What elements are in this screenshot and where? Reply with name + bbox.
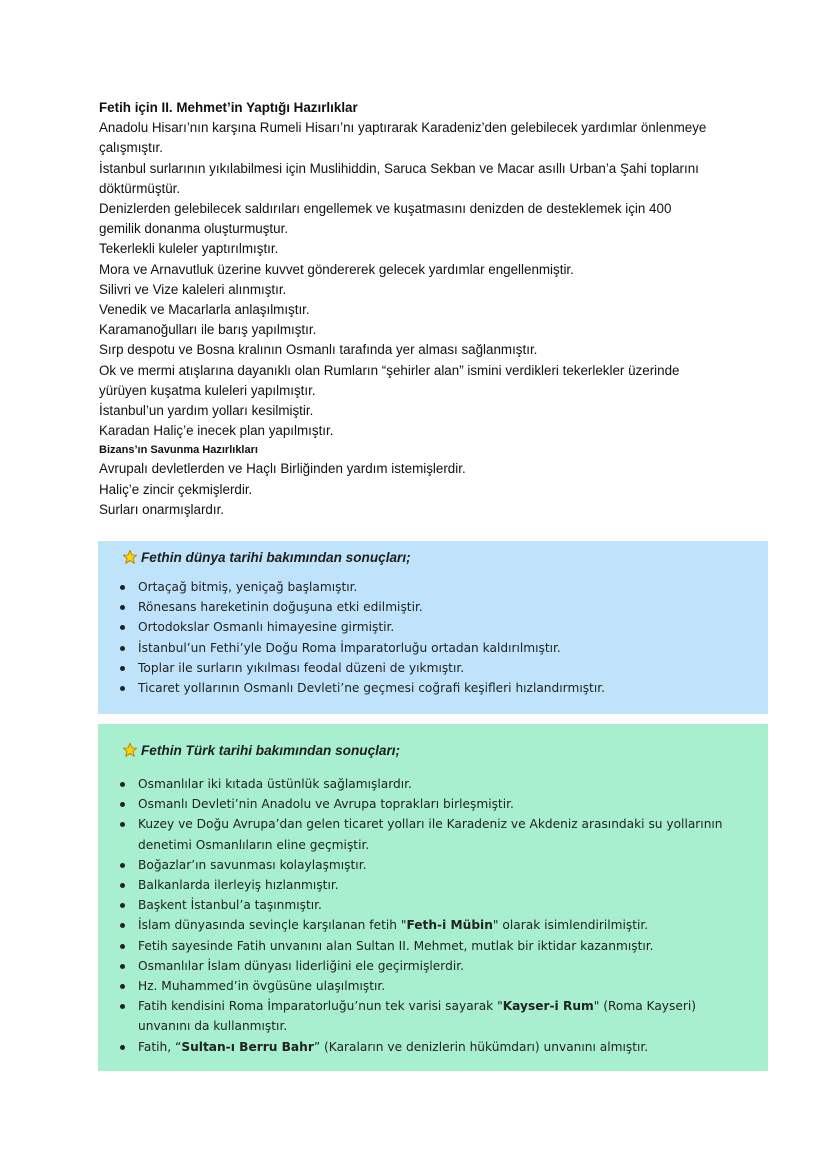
turkish-history-results-list bbox=[118, 774, 750, 1057]
list-item bbox=[118, 794, 750, 814]
list-item bbox=[118, 774, 750, 794]
list-item bbox=[118, 895, 750, 915]
text-fragment: Osmanlılar İslam dünyası liderliğini ele geçirmişlerdir. bbox=[138, 958, 464, 973]
world-history-results-title-text: Fethin dünya tarihi bakımından sonuçları; bbox=[141, 549, 411, 565]
text-fragment: ” (Karaların ve denizlerin hükümdarı) unvanını almıştır. bbox=[313, 1039, 649, 1054]
text-line: İstanbul surlarının yıkılabilmesi için Muslihiddin, Saruca Sekban ve Macar asıllı Urban’a Şahi toplarını bbox=[99, 160, 699, 176]
world-history-results-box bbox=[98, 541, 768, 714]
text-line: Ok ve mermi atışlarına dayanıklı olan Rumların “şehirler alan” ismini verdikleri tekerlekler üzerinde bbox=[99, 362, 680, 378]
text-fragment: " olarak isimlendirilmiştir. bbox=[492, 918, 649, 933]
text-line: Karamanoğulları ile barış yapılmıştır. bbox=[99, 322, 317, 338]
text-fragment: Başkent İstanbul’a taşınmıştır. bbox=[138, 898, 322, 913]
preparations-section bbox=[99, 98, 769, 520]
text-line: Anadolu Hisarı’nın karşına Rumeli Hisarı’nı yaptırarak Karadeniz’den gelebilecek yardımlar önlenmeye bbox=[99, 120, 707, 136]
text-line: Karadan Haliç’e inecek plan yapılmıştır. bbox=[99, 423, 334, 439]
fetih-preparations-list bbox=[99, 118, 769, 441]
text-fragment: Fetih sayesinde Fatih unvanını alan Sultan II. Mehmet, mutlak bir iktidar kazanmıştır. bbox=[138, 938, 654, 953]
list-item bbox=[118, 875, 750, 895]
list-item bbox=[118, 1037, 750, 1057]
list-item bbox=[118, 915, 750, 935]
text-fragment: Kuzey ve Doğu Avrupa’dan gelen ticaret yolları ile Karadeniz ve Akdeniz arasındaki su yollarının denetimi Osmanlıların eline geçmiştir. bbox=[138, 817, 723, 852]
turkish-history-results-title-text: Fethin Türk tarihi bakımından sonuçları; bbox=[141, 742, 401, 758]
text-line: İstanbul’un yardım yolları kesilmiştir. bbox=[99, 403, 314, 419]
text-line: döktürmüştür. bbox=[99, 180, 181, 196]
text-fragment: Fatih, “ bbox=[138, 1039, 182, 1054]
text-fragment: Osmanlı Devleti’nin Anadolu ve Avrupa toprakları birleşmiştir. bbox=[138, 797, 514, 812]
text-line: Venedik ve Macarlarla anlaşılmıştır. bbox=[99, 302, 310, 318]
bold-term: Kayser-i Rum bbox=[502, 999, 594, 1014]
text-line: Haliç’e zincir çekmişlerdir. bbox=[99, 481, 253, 497]
world-history-results-list bbox=[118, 577, 750, 698]
text-fragment: " (Roma Kayseri) unvanını da kullanmıştır. bbox=[138, 999, 697, 1034]
text-line: Tekerlekli kuleler yaptırılmıştır. bbox=[99, 241, 279, 257]
text-fragment: Osmanlılar iki kıtada üstünlük sağlamışlardır. bbox=[138, 777, 412, 791]
list-item: Ticaret yollarının Osmanlı Devleti’ne geçmesi coğrafi keşifleri hızlandırmıştır. bbox=[118, 678, 750, 698]
text-fragment: Balkanlarda ilerleyiş hızlanmıştır. bbox=[138, 878, 339, 893]
turkish-history-results-title bbox=[122, 742, 400, 758]
text-fragment: Fatih kendisini Roma İmparatorluğu’nun tek varisi sayarak " bbox=[138, 999, 503, 1014]
bold-term: Sultan-ı Berru Bahr bbox=[181, 1039, 314, 1054]
list-item: Toplar ile surların yıkılması feodal düzeni de yıkmıştır. bbox=[118, 658, 750, 678]
list-item bbox=[118, 976, 750, 996]
list-item bbox=[118, 814, 750, 854]
world-history-results-title bbox=[122, 549, 411, 565]
text-line: Sırp despotu ve Bosna kralının Osmanlı tarafında yer alması sağlanmıştır. bbox=[99, 342, 538, 358]
text-line: Silivri ve Vize kaleleri alınmıştır. bbox=[99, 281, 287, 297]
text-line: Surları onarmışlardır. bbox=[99, 501, 225, 517]
list-item bbox=[118, 956, 750, 976]
text-line: Denizlerden gelebilecek saldırıları engellemek ve kuşatmasını denizden de desteklemek için 400 bbox=[99, 201, 672, 217]
list-item: Rönesans hareketinin doğuşuna etki edilmiştir. bbox=[118, 597, 750, 617]
text-line: Avrupalı devletlerden ve Haçlı Birliğinden yardım istemişlerdir. bbox=[99, 461, 466, 477]
text-fragment: İslam dünyasında sevinçle karşılanan fetih " bbox=[138, 918, 407, 933]
list-item bbox=[118, 996, 750, 1036]
text-fragment: Hz. Muhammed’in övgüsüne ulaşılmıştır. bbox=[138, 979, 386, 994]
text-line: yürüyen kuşatma kuleleri yapılmıştır. bbox=[99, 382, 316, 398]
bizans-defense-list bbox=[99, 459, 769, 520]
list-item: İstanbul’un Fethi’yle Doğu Roma İmparatorluğu ortadan kaldırılmıştır. bbox=[118, 638, 750, 658]
turkish-history-results-box bbox=[98, 724, 768, 1071]
fetih-preparations-heading: Fetih için II. Mehmet’in Yaptığı Hazırlıklar bbox=[99, 100, 358, 115]
bold-term: Feth-i Mübin bbox=[406, 918, 493, 933]
list-item: Ortodokslar Osmanlı himayesine girmiştir. bbox=[118, 617, 750, 637]
text-fragment: Boğazlar’ın savunması kolaylaşmıştır. bbox=[138, 857, 367, 872]
list-item: Ortaçağ bitmiş, yeniçağ başlamıştır. bbox=[118, 577, 750, 597]
star-icon bbox=[122, 549, 138, 565]
bizans-defense-heading: Bizans’ın Savunma Hazırlıkları bbox=[99, 444, 258, 457]
text-line: gemilik donanma oluşturmuştur. bbox=[99, 221, 289, 237]
text-line: çalışmıştır. bbox=[99, 140, 163, 156]
list-item bbox=[118, 936, 750, 956]
text-line: Mora ve Arnavutluk üzerine kuvvet göndererek gelecek yardımlar engellenmiştir. bbox=[99, 261, 574, 277]
star-icon bbox=[122, 742, 138, 758]
list-item bbox=[118, 855, 750, 875]
